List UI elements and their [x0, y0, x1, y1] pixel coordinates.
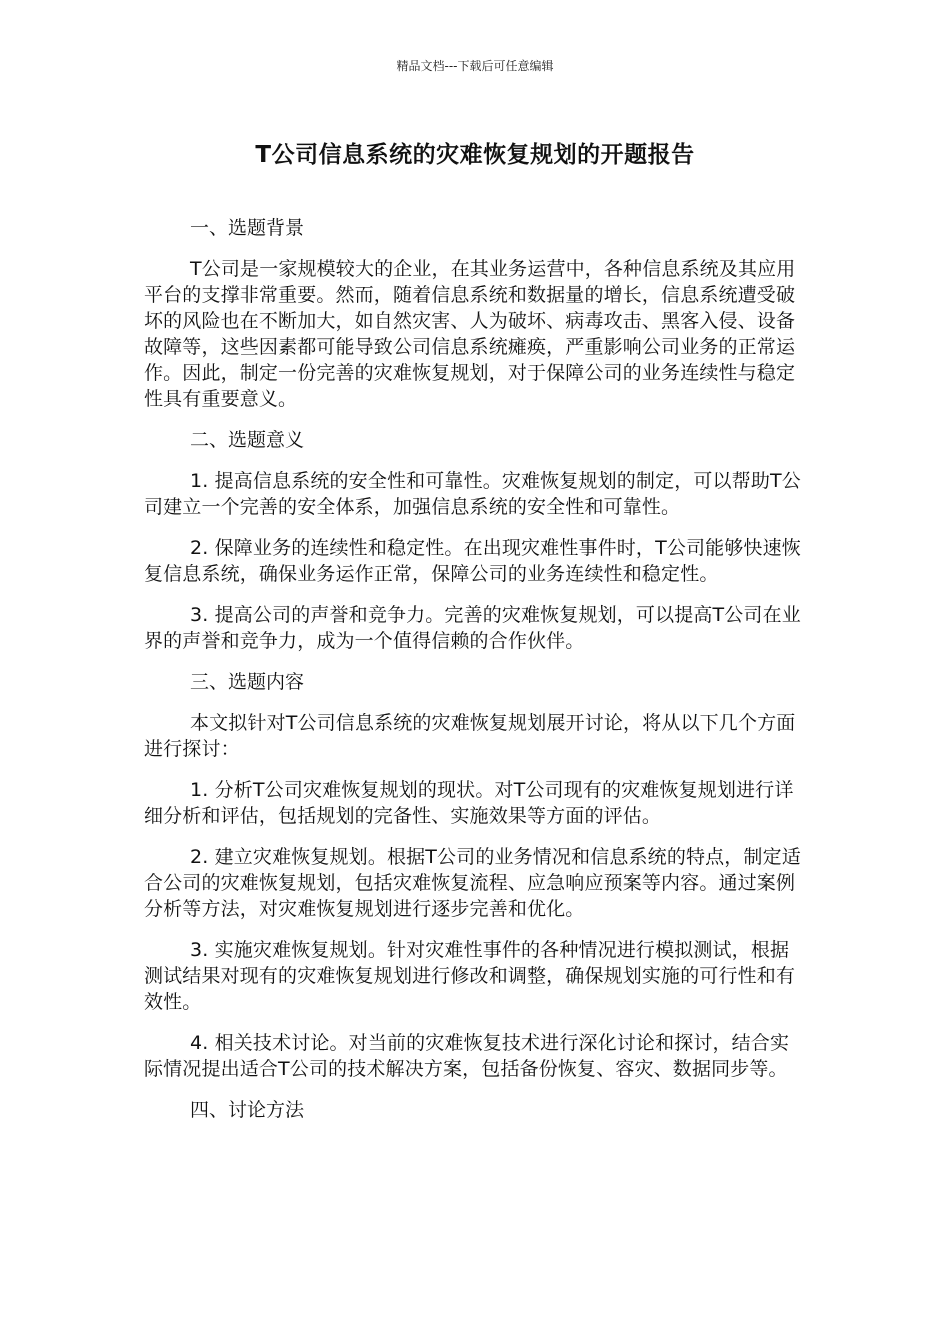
- paragraph: 3. 实施灾难恢复规划。针对灾难性事件的各种情况进行模拟测试，根据测试结果对现有的灾难恢复规划进行修改和调整，确保规划实施的可行性和有效性。: [144, 939, 796, 1013]
- document-title: T公司信息系统的灾难恢复规划的开题报告: [255, 142, 695, 168]
- paragraph: 4. 相关技术讨论。对当前的灾难恢复技术进行深化讨论和探讨，结合实际情况提出适合T公司的技术解决方案，包括备份恢复、容灾、数据同步等。: [144, 1032, 790, 1080]
- section-heading-background: 一、选题背景: [190, 217, 305, 239]
- paragraph: T公司是一家规模较大的企业，在其业务运营中，各种信息系统及其应用平台的支撑非常重要。然而，随着信息系统和数据量的增长，信息系统遭受破坏的风险也在不断加大，如自然灾害、人为破坏、病毒攻击、黑客入侵、设备故障等，这些因素都可能导致公司信息系统瘫痪，严重影响公司业务的正常运作。因此，制定一份完善的灾难恢复规划，对于保障公司的业务连续性与稳定性具有重要意义。: [144, 258, 796, 410]
- paragraph: 1. 分析T公司灾难恢复规划的现状。对T公司现有的灾难恢复规划进行详细分析和评估，包括规划的完备性、实施效果等方面的评估。: [144, 779, 794, 827]
- paragraph: 2. 建立灾难恢复规划。根据T公司的业务情况和信息系统的特点，制定适合公司的灾难恢复规划，包括灾难恢复流程、应急响应预案等内容。通过案例分析等方法，对灾难恢复规划进行逐步完善和优化。: [144, 846, 801, 920]
- section-heading-significance: 二、选题意义: [190, 429, 305, 451]
- paragraph: 本文拟针对T公司信息系统的灾难恢复规划展开讨论，将从以下几个方面进行探讨：: [144, 712, 796, 760]
- paragraph: 1. 提高信息系统的安全性和可靠性。灾难恢复规划的制定，可以帮助T公司建立一个完善的安全体系，加强信息系统的安全性和可靠性。: [144, 470, 801, 518]
- paragraph: 2. 保障业务的连续性和稳定性。在出现灾难性事件时，T公司能够快速恢复信息系统，确保业务运作正常，保障公司的业务连续性和稳定性。: [144, 537, 801, 585]
- section-heading-method: 四、讨论方法: [190, 1099, 305, 1121]
- paragraph: 3. 提高公司的声誉和竞争力。完善的灾难恢复规划，可以提高T公司在业界的声誉和竞争力，成为一个值得信赖的合作伙伴。: [144, 604, 801, 652]
- section-heading-content: 三、选题内容: [190, 671, 305, 693]
- header-note: 精品文档---下载后可任意编辑: [396, 59, 554, 73]
- document-body: [144, 215, 804, 1138]
